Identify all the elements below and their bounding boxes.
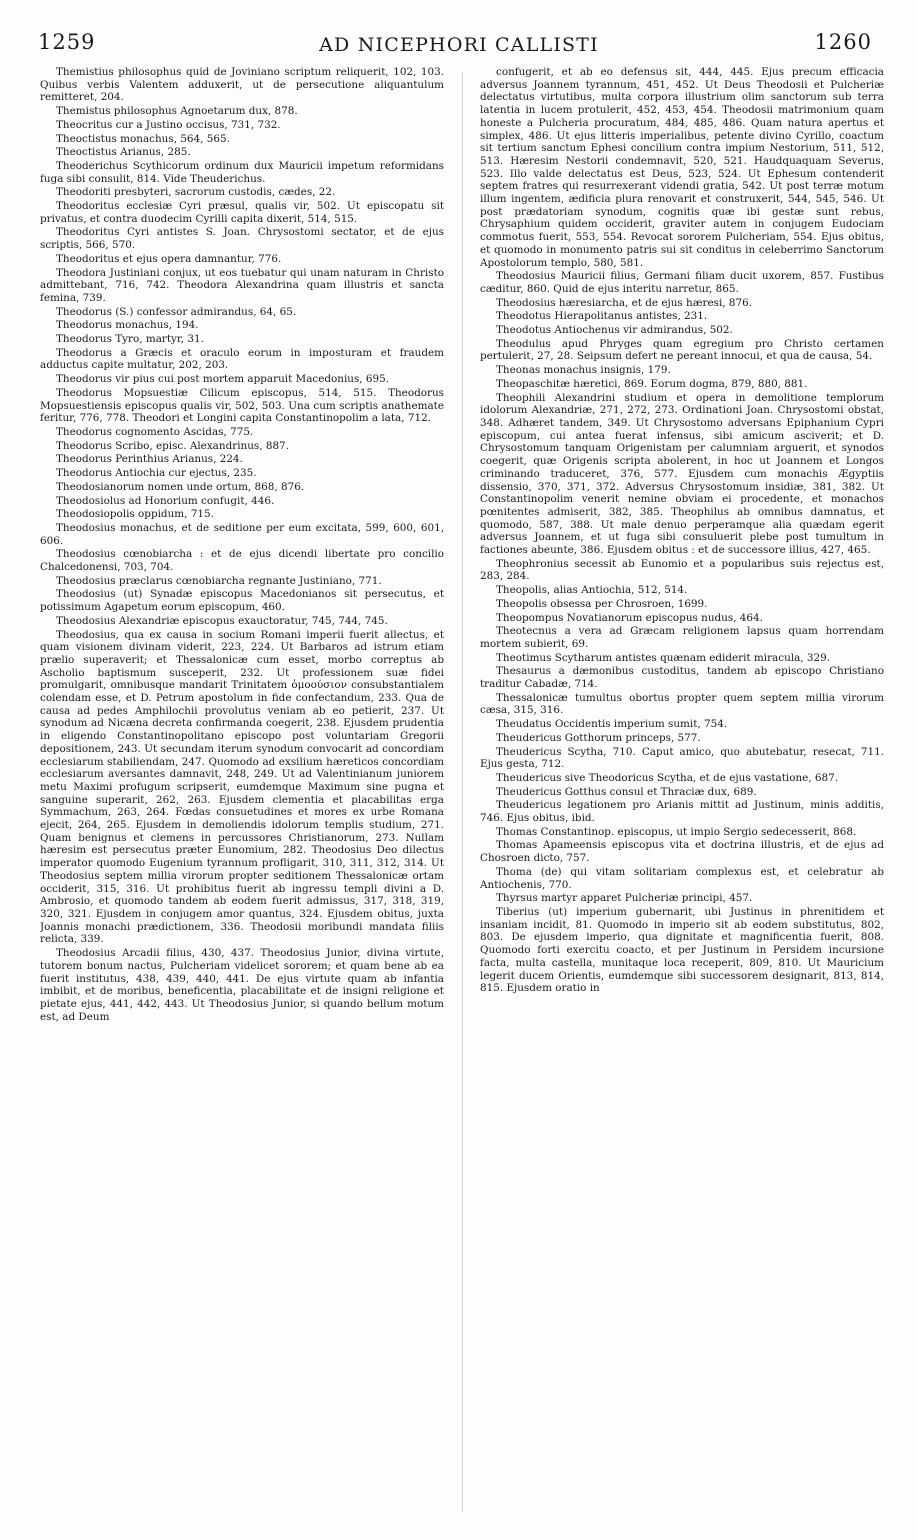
index-entry: Theodorus Scribo, episc. Alexandrinus, 887. bbox=[56, 439, 289, 452]
index-entry: Theudericus Gotthus consul et Thraciæ dux, 689. bbox=[496, 785, 757, 798]
index-entry: Theodoriti presbyteri, sacrorum custodis, cædes, 22. bbox=[56, 186, 336, 199]
page-header bbox=[0, 28, 918, 64]
index-column-right bbox=[480, 66, 884, 1528]
index-entry: Theudericus Scytha, 710. Caput amico, quo abutebatur, resecat, 711. Ejus gesta, 712. bbox=[480, 745, 884, 771]
index-entry: Theopaschitæ hæretici, 869. Eorum dogma, 879, 880, 881. bbox=[496, 377, 808, 390]
index-entry: Theudatus Occidentis imperium sumit, 754. bbox=[496, 718, 728, 731]
index-entry: Theodulus apud Phryges quam egregium pro Christo certamen pertulerit, 27, 28. Seipsum defert ne pereant innocui, et qua de causa, 54. bbox=[480, 337, 884, 363]
index-entry: Theodorus cognomento Ascidas, 775. bbox=[56, 425, 254, 438]
index-entry: Theocritus cur a Justino occisus, 731, 732. bbox=[56, 118, 281, 131]
index-entry: Theopolis, alias Antiochia, 512, 514. bbox=[496, 584, 688, 597]
index-entry: Theudericus sive Theodoricus Scytha, et de ejus vastatione, 687. bbox=[496, 771, 839, 784]
running-title: AD NICEPHORI CALLISTI bbox=[319, 34, 599, 56]
index-entry: Themistus philosophus Agnoetarum dux, 878. bbox=[56, 105, 298, 118]
index-entry: Thomas Apameensis episcopus vita et doctrina illustris, et de ejus ad Chosroen dicto, 757. bbox=[480, 839, 884, 865]
index-entry: Theodoritus et ejus opera damnantur, 776. bbox=[56, 252, 282, 265]
index-entry: Theodosius hæresiarcha, et de ejus hæresi, 876. bbox=[496, 296, 753, 309]
index-entry: Theodorus vir pius cui post mortem apparuit Macedonius, 695. bbox=[56, 373, 390, 386]
index-entry: Theodorus Mopsuestiæ Cilicum episcopus, 514, 515. Theodorus Mopsuestiensis episcopus qualis vir, 502, 503. Una cum scriptis anathemate feritur, 776, 778. Theodori et Longini capita Constantinopolim a lata, 712. bbox=[40, 386, 444, 425]
index-entry: Thyrsus martyr apparet Pulcheriæ principi, 457. bbox=[496, 892, 753, 905]
column-divider bbox=[462, 72, 463, 1512]
index-entry: Theotecnus a vera ad Græcam religionem lapsus quam horrendam mortem subierit, 69. bbox=[480, 625, 884, 650]
index-entry: Theonas monachus insignis, 179. bbox=[496, 364, 671, 377]
index-entry: Theodosiolus ad Honorium confugit, 446. bbox=[56, 494, 275, 507]
index-entry: Theodorus a Græcis et oraculo eorum in imposturam et fraudem adductus capite multatur, 202, 203. bbox=[40, 346, 444, 372]
index-entry: Themistius philosophus quid de Joviniano scriptum reliquerit, 102, 103. Quibus verbis Valentem adduxerit, ut de persecutione aliquantulum remitteret, 204. bbox=[40, 66, 444, 104]
index-entry: Theodosius cœnobiarcha : et de ejus dicendi libertate pro concilio Chalcedonensi, 703, 704. bbox=[40, 548, 444, 574]
index-entry: Theodorus monachus, 194. bbox=[56, 319, 199, 332]
index-entry: Thesaurus a dæmonibus custoditus, tandem ab episcopo Christiano traditur Cabadæ, 714. bbox=[480, 665, 884, 691]
index-entry: Theudericus Gotthorum princeps, 577. bbox=[496, 731, 701, 744]
index-entry: Theodora Justiniani conjux, ut eos tuebatur qui unam naturam in Christo admittebant, 716, 742. Theodora Alexandrina quam illustris et sancta femina, 739. bbox=[40, 266, 444, 304]
index-entry: Theodosius Mauricii filius, Germani filiam ducit uxorem, 857. Fustibus cæditur, 860. Quid de ejus interitu narretur, 865. bbox=[480, 270, 884, 295]
index-entry: Theoctistus monachus, 564, 565. bbox=[56, 132, 230, 145]
index-entry: Thomas Constantinop. episcopus, ut impio Sergio sedecesserit, 868. bbox=[496, 825, 857, 838]
index-entry: Theoctistus Arianus, 285. bbox=[56, 146, 191, 159]
index-entry: Theodosius præclarus cœnobiarcha regnante Justiniano, 771. bbox=[56, 574, 382, 587]
index-entry: Theodosianorum nomen unde ortum, 868, 876. bbox=[56, 480, 305, 493]
page-number-left: 1259 bbox=[38, 30, 96, 54]
index-entry: Theodoritus ecclesiæ Cyri præsul, qualis vir, 502. Ut episcopatu sit privatus, et contra duodecim Cyrilli capita dixerit, 514, 515. bbox=[40, 200, 444, 225]
index-entry: Theodoritus Cyri antistes S. Joan. Chrysostomi sectator, et de ejus scriptis, 566, 570. bbox=[40, 226, 444, 252]
index-entry: Thoma (de) qui vitam solitariam complexus est, et celebratur ab Antiochenis, 770. bbox=[480, 865, 884, 891]
index-entry: Theodorus Tyro, martyr, 31. bbox=[56, 333, 204, 346]
index-entry: Theodorus Antiochia cur ejectus, 235. bbox=[56, 467, 257, 480]
index-entry: Theodosius monachus, et de seditione per eum excitata, 599, 600, 601, 606. bbox=[40, 521, 444, 547]
index-entry: Tiberius (ut) imperium gubernarit, ubi Justinus in phrenitidem et insaniam incidit, 81. Quomodo in imperio sit ab eodem substitutus, 802, 803. De ejusdem imperio, qua dignitate et magnificentia fuerit, 808. Quomodo forti exercitu coacto, et per Justinum in Persidem incursione facta, multa castella, munitaque loca receperit, 809, 810. Ut Mauricium legerit ducem Orientis, eumdemque sibi successorem designarit, 813, 814, 815. Ejusdem oratio in bbox=[480, 906, 884, 995]
index-entry: Theophili Alexandrini studium et opera in demolitione templorum idolorum Alexandriæ, 271, 272, 273. Ordinationi Joan. Chrysostomi obstat, 348. Adhæret tandem, 349. Ut Chrysostomo adversans Epiphanium Cypri episcopum, cui antea fuerat infensus, sibi amicum asciverit; et D. Chrysostomum tanquam Origenistam per calumniam arguerit, et synodos coegerit, quæ Origenis scripta abolerent, in hoc ut Joannem et Longos criminando traduceret, 376, 577. Ejusdem cum monachis Ægyptiis dissensio, 370, 371, 372. Adversus Chrysostomum insidiæ, 381, 382. Ut Constantinopolim venerit nemine obviam ei procedente, et monachos pœnitentes admiserit, 382, 385. Theophilus ab omnibus damnatus, et quomodo, 587, 388. Ut male denuo perperamque alia quædam egerit adversus Joannem, et ut fuga sibi consuluerit plebe post tumultum in factiones abeunte, 386. Ejusdem obitus : et de successore illius, 427, 465. bbox=[480, 391, 884, 557]
page-number-right: 1260 bbox=[814, 30, 872, 54]
index-entry: Theodotus Antiochenus vir admirandus, 502. bbox=[496, 324, 733, 337]
index-entry: Theodosius, qua ex causa in socium Romani imperii fuerit allectus, et quam visionem divinam viderit, 223, 224. Ut Barbaros ad istrum etiam prælio superaverit; et Thessalonicæ cum esset, morbo correptus ab Ascholio baptismum susceperit, 232. Ut professionem suæ fidei promulgarit, omnibusque mandarit Trinitatem ὁμοούσιον consubstantialem colendam esse, et D. Petrum apostolum in fide confectandum, 233. Qua de causa ad pedes Amphilochii provolutus veniam ab eo petierit, 237. Ut synodum ad Nicæna decreta confirmanda coegerit, 238. Ejusdem prudentia in eligendo Constantinopolitano episcopo post voluntariam Gregorii depositionem, 243. Ut secundam iterum synodum convocarit ad concordiam ecclesiarum stabiliendam, 247. Quomodo ad exsilium hæreticos concordiam ecclesiarum aversantes damnavit, 248, 249. Ut ad Valentinianum juniorem metu Maximi profugum scripserit, eumdemque Maximum sine pugna et sanguine superarit, 262, 263. Ejusdem clementia et placabilitas erga Symmachum, 263, 264. Fœdas consuetudines et mores ex urbe Romana ejecit, 264, 265. Ejusdem in demoliendis idolorum templis studium, 271. Quam benignus et clemens in percussores Christianorum, 273. Nullam hæresim est persecutus præter Eunomium, 282. Theodosius Deo dilectus imperator quomodo Eugenium tyrannum profligarit, 310, 311, 312, 314. Ut Theodosius septem millia virorum propter seditionem Thessalonicæ ortam occiderit, 315, 316. Ut prohibitus fuerit ab ingressu templi divini a D. Ambrosio, et quomodo tandem ab eodem fuerit admissus, 317, 318, 319, 320, 321. Ejusdem in conjugem amor quantus, 324. Ejusdem obitus, juxta Joannis monachi prædictionem, 336. Theodosii moribundi mandata filiis relicta, 339. bbox=[40, 628, 444, 946]
index-entry: Theodorus Perinthius Arianus, 224. bbox=[56, 453, 243, 466]
index-entry: Theotimus Scytharum antistes quænam ediderit miracula, 329. bbox=[496, 651, 831, 664]
index-entry: Theopompus Novatianorum episcopus nudus, 464. bbox=[496, 611, 763, 624]
index-entry: Theodosius (ut) Synadæ episcopus Macedonianos sit persecutus, et potissimum Agapetum eorum episcopum, 460. bbox=[40, 588, 444, 614]
index-entry: Theodosiopolis oppidum, 715. bbox=[56, 508, 214, 521]
index-entry: confugerit, et ab eo defensus sit, 444, 445. Ejus precum efficacia adversus Joannem tyrannum, 451, 452. Ut Deus Theodosii et Pulcheriæ delectatus virtutibus, multa corpora illustrium olim sanctorum sub terra latentia in lucem protulerit, 452, 453, 454. Theodosii matrimonium quam honeste a Pulcheria procuratum, 484, 485, 486. Quam natura apertus et simplex, 486. Ut ejus litteris imperialibus, petente divino Cyrillo, coactum sit tertium sanctum Ephesi concilium contra impium Nestorium, 511, 512, 513. Hæresim Nestorii condemnavit, 520, 521. Haudquaquam Severus, 523. Illo valde delectatus est Deus, 523, 524. Ut Ephesum contenderit septem fratres qui resurrexerant videndi gratia, 542. Ut post terræ motum illum ingentem, ædificia plura renovarit et construxerit, 544, 545, 546. Ut post prædatoriam synodum, cognitis quæ ibi gestæ sunt rebus, Chrysaphium quidem occiderit, graviter autem in conjugem Eudociam commotus fuerit, 553, 554. Revocat sororem Pulcheriam, 554. Ejus obitus, et quomodo in monumento patris sui sit conditus in celeberrimo Sanctorum Apostolorum templo, 580, 581. bbox=[480, 66, 884, 269]
index-entry: Theodosius Arcadii filius, 430, 437. Theodosius Junior, divina virtute, tutorem bonum nactus, Pulcheriam videlicet sororem; et quam bene ab ea fuerit institutus, 438, 439, 440, 441. De ejus virtute quam ab infantia imbibit, et de moribus, beneficentia, placabilitate et de insigni religione et pietate ejus, 441, 442, 443. Ut Theodosius Junior, si quando bellum motum est, ad Deum bbox=[40, 947, 444, 1023]
index-entry: Theophronius secessit ab Eunomio et a popularibus suis rejectus est, 283, 284. bbox=[480, 557, 884, 583]
index-entry: Theopolis obsessa per Chrosroen, 1699. bbox=[496, 597, 708, 610]
index-entry: Theodotus Hierapolitanus antistes, 231. bbox=[496, 310, 708, 323]
index-entry: Theoderichus Scythicorum ordinum dux Mauricii impetum reformidans fuga sibi consulit, 814. Vide Theuderichus. bbox=[40, 159, 444, 185]
index-entry: Theodorus (S.) confessor admirandus, 64, 65. bbox=[56, 305, 297, 318]
index-entry: Theodosius Alexandriæ episcopus exauctoratur, 745, 744, 745. bbox=[56, 614, 388, 627]
index-entry: Thessalonicæ tumultus obortus propter quem septem millia virorum cæsa, 315, 316. bbox=[480, 691, 884, 717]
index-entry: Theudericus legationem pro Arianis mittit ad Justinum, minis additis, 746. Ejus obitus, ibid. bbox=[480, 799, 884, 825]
index-column-left bbox=[40, 66, 444, 1528]
